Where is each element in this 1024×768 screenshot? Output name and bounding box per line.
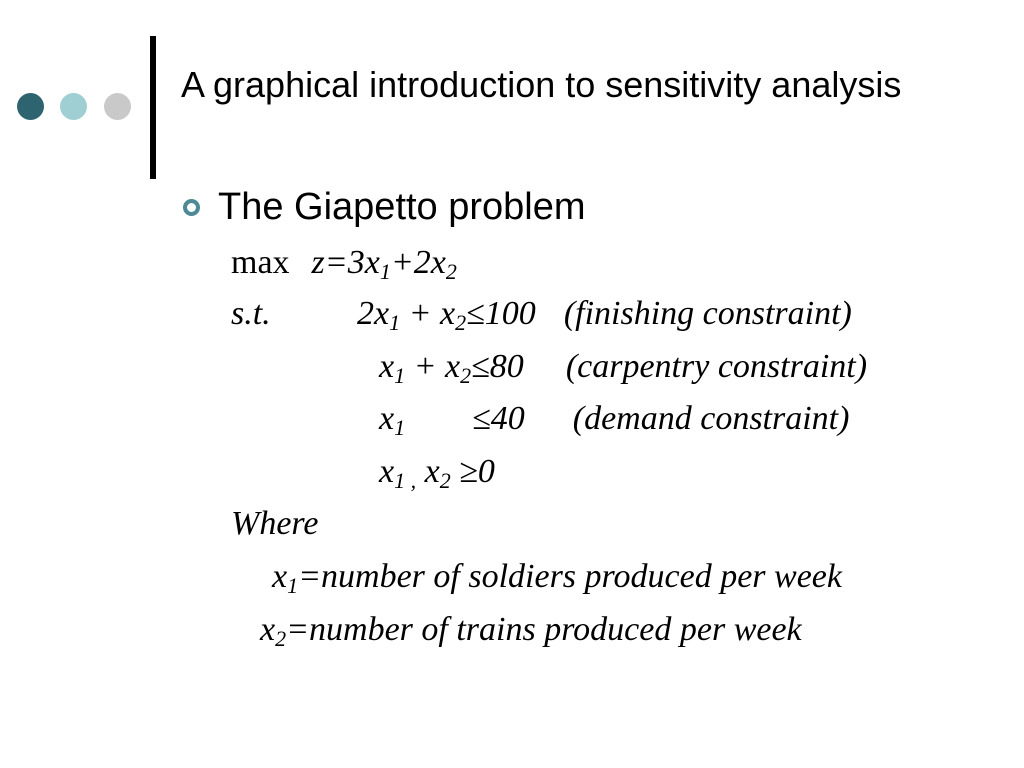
c2-label: (carpentry constraint): [565, 348, 868, 385]
decor-dot-teal: [60, 93, 87, 120]
definition-x2: [260, 610, 802, 650]
obj-z: z=3x: [311, 244, 380, 281]
c1-rhs: ≤100: [466, 295, 536, 332]
c2-rhs: ≤80: [471, 348, 524, 385]
def1-text: =number of soldiers produced per week: [298, 558, 842, 595]
c1-plus: + x: [400, 295, 456, 332]
obj-plus: +2x: [390, 244, 446, 281]
c1-label: (finishing constraint): [563, 295, 852, 332]
c2-plus: + x: [405, 348, 461, 385]
c1-sub2: 2: [455, 310, 467, 335]
obj-keyword: max: [231, 244, 290, 281]
c1-a: 2x: [357, 295, 390, 332]
c4-sub1: 1 ,: [394, 468, 417, 493]
bullet-heading: The Giapetto problem: [218, 186, 586, 228]
def2-sub: 2: [275, 626, 287, 651]
c2-sub1: 1: [394, 363, 406, 388]
obj-sub1: 1: [379, 259, 391, 284]
bullet-ring-icon: [183, 199, 200, 216]
def1-var: x: [272, 558, 288, 595]
def2-var: x: [260, 611, 276, 648]
c2-sub2: 2: [460, 363, 472, 388]
c4-sub2: 2: [439, 468, 451, 493]
c3-rhs: ≤40: [472, 400, 525, 437]
c3-a: x: [379, 400, 395, 437]
constraint-finishing: [357, 294, 852, 334]
c3-sub1: 1: [394, 415, 406, 440]
c4-rhs: ≥0: [450, 453, 495, 490]
constraint-nonnegativity: [379, 452, 495, 492]
decor-dot-dark: [17, 93, 44, 120]
constraint-demand: [379, 399, 849, 439]
def1-sub: 1: [287, 573, 299, 598]
decor-dot-gray: [104, 93, 131, 120]
definition-x1: [272, 557, 842, 597]
def2-text: =number of trains produced per week: [286, 611, 802, 648]
slide-title: A graphical introduction to sensitivity analysis: [181, 64, 902, 105]
c3-label: (demand constraint): [572, 400, 850, 437]
c2-a: x: [379, 348, 395, 385]
title-divider-bar: [150, 36, 156, 179]
objective-line: [231, 243, 457, 283]
obj-sub2: 2: [445, 259, 457, 284]
c4-a: x: [379, 453, 395, 490]
c1-sub1: 1: [389, 310, 401, 335]
constraint-carpentry: [379, 347, 867, 387]
st-keyword: s.t.: [231, 295, 271, 332]
c4-b: x: [416, 453, 440, 490]
where-label: Where: [231, 505, 319, 542]
